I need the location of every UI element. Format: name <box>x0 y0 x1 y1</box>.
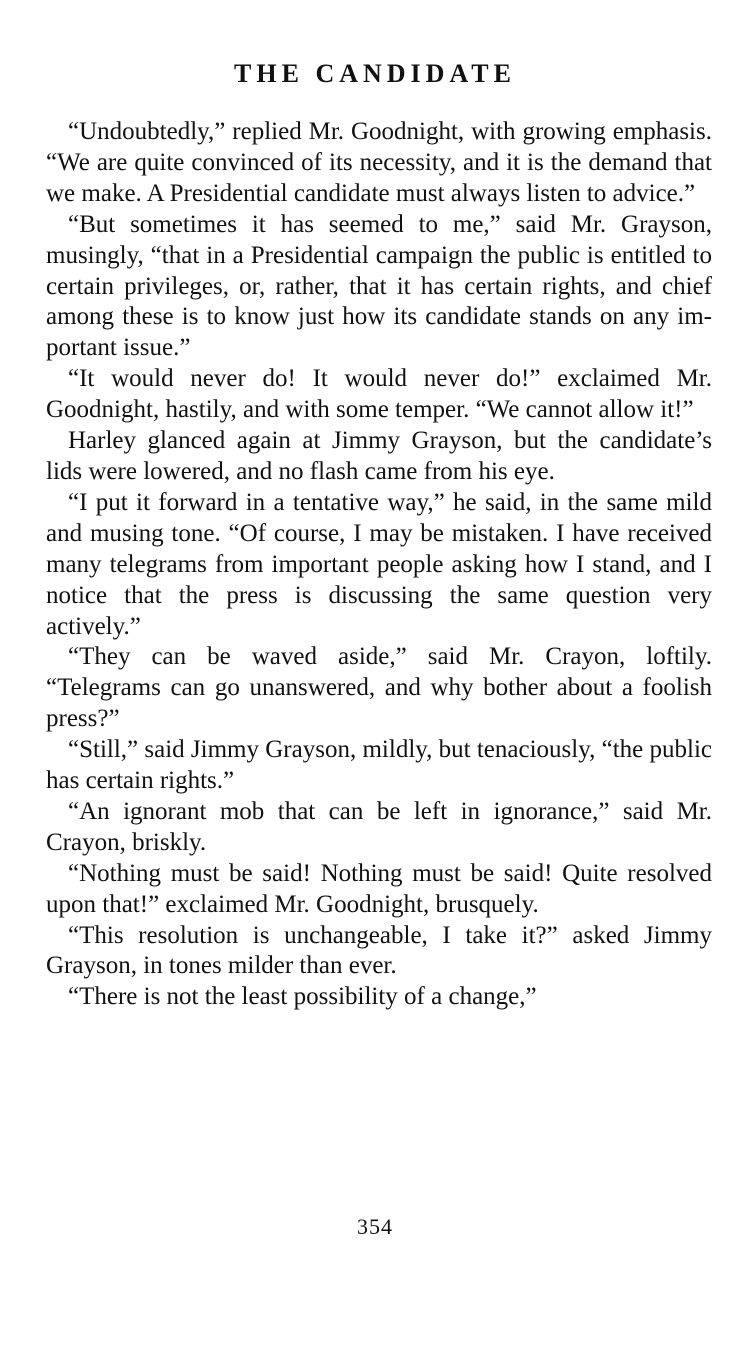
paragraph: “They can be waved aside,” said Mr. Crayon, loftily. “Telegrams can go unanswered, and why bother about a foolish press?” <box>46 643 712 733</box>
page-number: 354 <box>357 1214 393 1239</box>
paragraph: “It would never do! It would never do!” exclaimed Mr. Goodnight, hastily, and with some temper. “We cannot allow it!” <box>46 365 712 424</box>
running-head-title: THE CANDIDATE <box>234 59 516 88</box>
body-text <box>46 117 712 1013</box>
paragraph: “I put it forward in a tentative way,” he said, in the same mild and musing tone. “Of course, I may be mistaken. I have received many telegrams from important people asking how I stand, and I notice that the press is discussing the same question very actively.” <box>46 488 712 640</box>
paragraph: “But sometimes it has seemed to me,” said Mr. Grayson, musingly, “that in a Presidential campaign the public is entitled to certain privileges, or, rather, that it has certain rights, and chief among these is to know just how its candidate stands on any important issue.” <box>46 210 712 362</box>
paragraph: “There is not the least possibility of a change,” <box>68 983 537 1011</box>
paragraph: “Nothing must be said! Nothing must be said! Quite resolved upon that!” exclaimed Mr. Goodnight, brusquely. <box>46 859 712 918</box>
paragraph: Harley glanced again at Jimmy Grayson, but the candidate’s lids were lowered, and no flash came from his eye. <box>46 427 712 485</box>
paragraph: “An ignorant mob that can be left in ignorance,” said Mr. Crayon, briskly. <box>46 797 712 856</box>
paragraph: “Undoubtedly,” replied Mr. Goodnight, with growing emphasis. “We are quite convinced of its necessity, and it is the demand that we make. A Presidential candidate must always listen to advice.” <box>46 118 712 207</box>
paragraph: “Still,” said Jimmy Grayson, mildly, but tenaciously, “the public has certain rights.” <box>46 736 712 795</box>
paragraph: “This resolution is unchangeable, I take it?” asked Jimmy Grayson, in tones milder than ever. <box>46 921 712 980</box>
